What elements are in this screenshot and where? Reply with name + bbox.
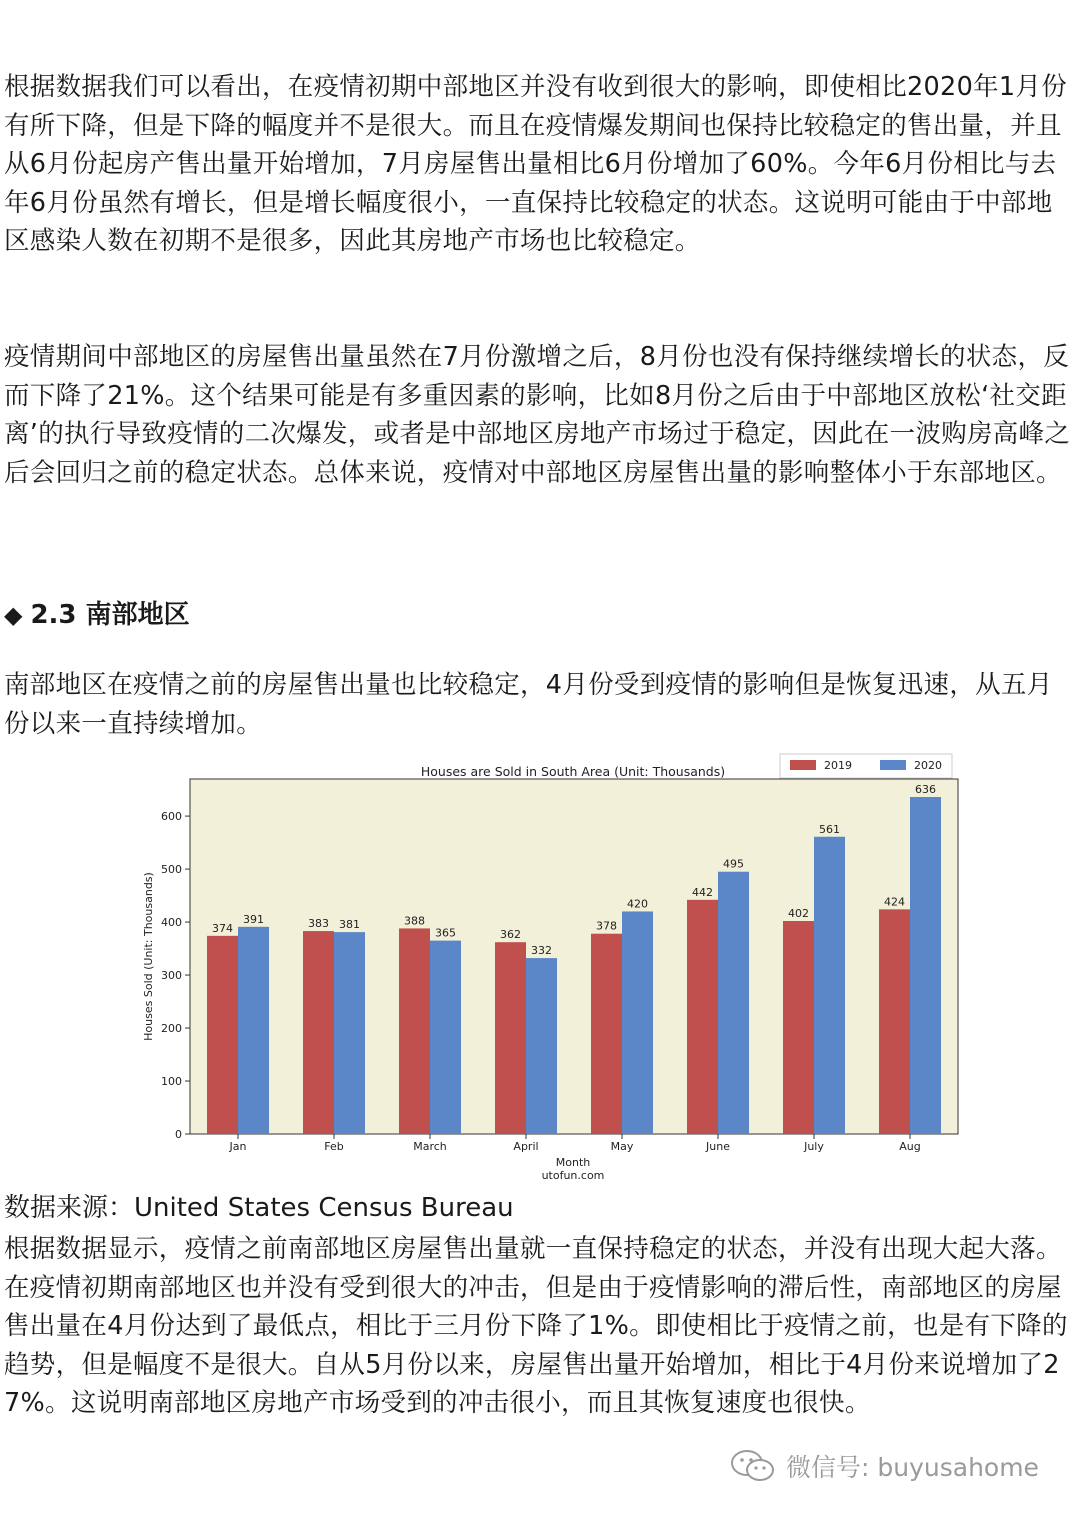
bar-2020 <box>718 872 749 1134</box>
x-tick-label: May <box>610 1140 634 1153</box>
legend-swatch-2020 <box>880 760 906 770</box>
bar-2019 <box>783 921 814 1134</box>
bar-2019 <box>303 931 334 1134</box>
data-label-2019: 424 <box>884 895 905 909</box>
data-source-line: 数据来源：United States Census Bureau <box>4 1193 514 1223</box>
chart-title: Houses are Sold in South Area (Unit: Thousands) <box>420 764 726 779</box>
x-tick-label: June <box>706 1140 730 1153</box>
bar-2019 <box>399 928 430 1134</box>
x-tick-label: March <box>413 1140 447 1153</box>
data-label-2019: 388 <box>404 914 425 928</box>
y-axis-label: Houses Sold (Unit: Thousands) <box>142 872 155 1041</box>
data-label-2019: 362 <box>500 928 521 942</box>
x-axis-sublabel: utofun.com <box>541 1169 605 1182</box>
paragraph-central-analysis: 疫情期间中部地区的房屋售出量虽然在7月份激增之后，8月份也没有保持继续增长的状态，反而下降了21%。这个结果可能是有多重因素的影响，比如8月份之后由于中部地区放松‘社交距离’的执行导致疫情的二次爆发，或者是中部地区房地产市场过于稳定，因此在一波购房高峰之后会回归之前的稳定状态。总体来说，疫情对中部地区房屋售出量的影响整体小于东部地区。 <box>4 342 1071 488</box>
bar-2019 <box>879 909 910 1134</box>
data-label-2019: 374 <box>212 921 233 935</box>
bar-2020 <box>334 932 365 1134</box>
diamond-bullet-icon: ◆ <box>4 601 23 629</box>
x-tick-label: Jan <box>229 1140 247 1153</box>
legend-label-2020: 2020 <box>914 759 942 772</box>
bar-2020 <box>910 797 941 1134</box>
y-tick-label: 400 <box>161 916 182 930</box>
chart-svg <box>140 752 970 1187</box>
data-label-2020: 381 <box>339 918 360 932</box>
y-tick-label: 0 <box>175 1128 182 1141</box>
bar-2019 <box>591 934 622 1134</box>
x-tick-label: April <box>513 1140 539 1153</box>
intro-paragraph-central: 根据数据我们可以看出，在疫情初期中部地区并没有收到很大的影响，即使相比2020年1月份有所下降，但是下降的幅度并不是很大。而且在疫情爆发期间也保持比较稳定的售出量，并且从6月份起房产售出量开始增加，7月房屋售出量相比6月份增加了60%。今年6月份相比与去年6月份虽然有增长，但是增长幅度很小，一直保持比较稳定的状态。这说明可能由于中部地区感染人数在初期不是很多，因此其房地产市场也比较稳定。 <box>4 72 1068 256</box>
y-tick-label: 500 <box>161 863 182 877</box>
data-label-2020: 391 <box>243 912 264 926</box>
section-heading <box>4 596 190 634</box>
bar-2020 <box>526 958 557 1134</box>
bar-2020 <box>814 837 845 1134</box>
bar-2020 <box>430 941 461 1134</box>
bar-2019 <box>207 936 238 1134</box>
y-tick-label: 300 <box>161 969 182 983</box>
data-label-2019: 402 <box>788 907 809 920</box>
data-label-2020: 365 <box>435 926 456 940</box>
paragraph-south-analysis: 根据数据显示，疫情之前南部地区房屋售出量就一直保持稳定的状态，并没有出现大起大落。在疫情初期南部地区也并没有受到很大的冲击，但是由于疫情影响的滞后性，南部地区的房屋售出量在4月份达到了最低点，相比于三月份下降了1%。即使相比于疫情之前，也是有下降的趋势，但是幅度不是很大。自从5月份以来，房屋售出量开始增加，相比于4月份来说增加了27%。这说明南部地区房地产市场受到的冲击很小，而且其恢复速度也很快。 <box>4 1234 1068 1418</box>
data-label-2020: 636 <box>915 783 936 797</box>
data-label-2020: 420 <box>627 897 648 911</box>
x-tick-label: Feb <box>324 1140 344 1153</box>
data-label-2020: 332 <box>531 944 552 958</box>
bar-2019 <box>687 900 718 1134</box>
legend-swatch-2019 <box>790 760 816 770</box>
wechat-watermark <box>730 1446 1039 1486</box>
bar-2019 <box>495 942 526 1134</box>
data-label-2020: 561 <box>819 822 840 836</box>
x-axis-label: Month <box>555 1156 591 1169</box>
bar-2020 <box>622 911 653 1134</box>
y-tick-label: 200 <box>161 1022 182 1036</box>
data-label-2020: 495 <box>723 857 744 871</box>
south-area-bar-chart <box>140 752 970 1187</box>
watermark-text: 微信号: buyusahome <box>786 1453 1039 1482</box>
y-tick-label: 100 <box>161 1075 182 1089</box>
data-label-2019: 442 <box>692 885 713 899</box>
paragraph-south-intro: 南部地区在疫情之前的房屋售出量也比较稳定，4月份受到疫情的影响但是恢复迅速，从五月份以来一直持续增加。 <box>4 670 1053 739</box>
data-label-2019: 383 <box>308 917 329 931</box>
x-tick-label: July <box>804 1140 824 1153</box>
y-tick-label: 600 <box>161 810 182 824</box>
wechat-icon <box>730 1449 776 1483</box>
bar-2020 <box>238 927 269 1134</box>
legend-label-2019: 2019 <box>824 759 852 772</box>
x-tick-label: Aug <box>899 1140 921 1153</box>
section-title: 2.3 南部地区 <box>30 600 190 630</box>
data-label-2019: 378 <box>596 919 617 933</box>
